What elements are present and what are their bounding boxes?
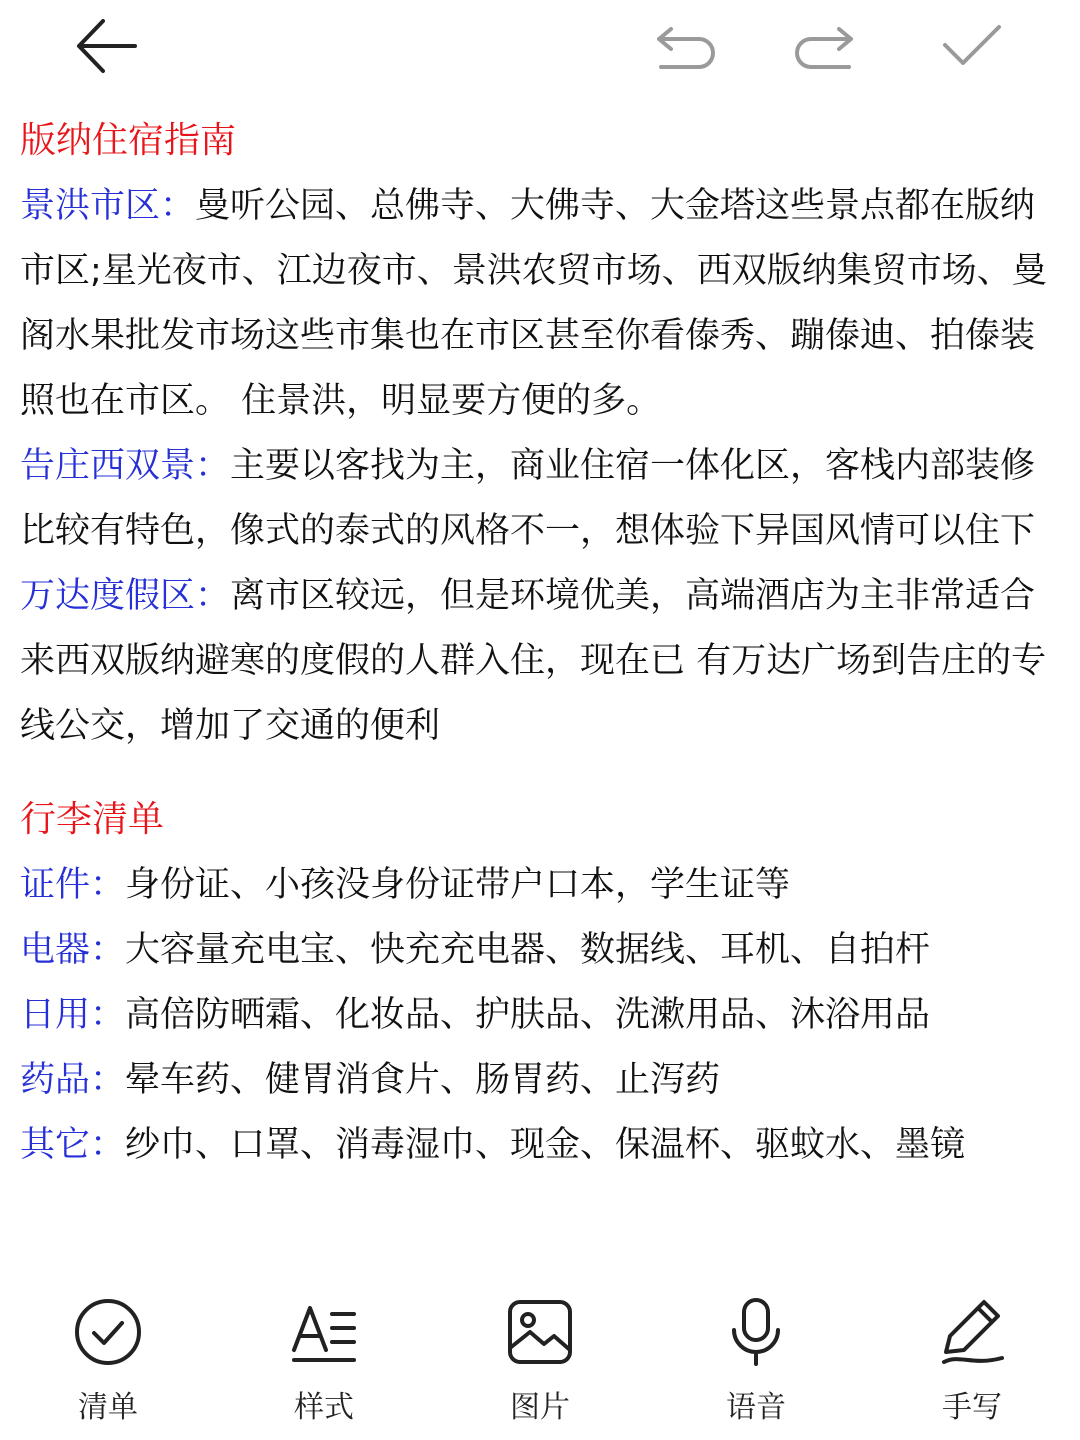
entry-gaozhuang [20, 434, 1050, 564]
entry-text: 离市区较远，但是环境优美，高端酒店为主非常适合来西双版纳避寒的度假的人群入住，现在已 有万达广场到告庄的专线公交，增加了交通的便利 [20, 576, 1047, 746]
entry-daily-use [20, 983, 1050, 1048]
entry-label: 日用： [20, 995, 126, 1035]
microphone-icon [720, 1296, 792, 1368]
entry-label: 电器： [20, 930, 126, 970]
tool-label: 语音 [726, 1390, 786, 1425]
entry-label: 其它： [20, 1125, 126, 1165]
entry-text: 主要以客找为主，商业住宿一体化区，客栈内部装修比较有特色，像式的泰式的风格不一，想体验下异国风情可以住下 [20, 446, 1036, 551]
tool-label: 手写 [942, 1390, 1002, 1425]
handwriting-button[interactable] [902, 1296, 1042, 1426]
image-icon [504, 1296, 576, 1368]
section-packing-list [20, 787, 1050, 1178]
undo-icon [649, 21, 719, 71]
checklist-button[interactable] [38, 1296, 178, 1426]
redo-icon [791, 21, 861, 71]
entry-label: 药品： [20, 1060, 126, 1100]
entry-text: 身份证、小孩没身份证带户口本，学生证等 [125, 865, 791, 905]
entry-documents [20, 853, 1050, 918]
entry-text: 曼听公园、总佛寺、大佛寺、大金塔这些景点都在版纳市区;星光夜市、江边夜市、景洪农贸市场、西双版纳集贸市场、曼阁水果批发市场这些市集也在市区甚至你看傣秀、蹦傣迪、拍傣装照也在市区。 住景洪，明显要方便的多。 [20, 186, 1047, 421]
undo-button[interactable] [648, 10, 720, 82]
entry-others [20, 1113, 1050, 1178]
entry-label: 告庄西双景： [20, 446, 231, 486]
entry-jinghong [20, 174, 1050, 434]
entry-label: 万达度假区： [20, 576, 231, 616]
pen-icon [936, 1296, 1008, 1368]
text-style-icon [288, 1296, 360, 1368]
entry-text: 大容量充电宝、快充充电器、数据线、耳机、自拍杆 [125, 930, 931, 970]
tool-label: 图片 [510, 1390, 570, 1425]
arrow-left-icon [73, 13, 139, 79]
voice-button[interactable] [686, 1296, 826, 1426]
checklist-circle-icon [72, 1296, 144, 1368]
entry-label: 证件： [20, 865, 126, 905]
confirm-button[interactable] [936, 10, 1008, 82]
entry-text: 晕车药、健胃消食片、肠胃药、止泻药 [125, 1060, 721, 1100]
entry-label: 景洪市区： [20, 186, 196, 226]
image-button[interactable] [470, 1296, 610, 1426]
redo-button[interactable] [790, 10, 862, 82]
tool-label: 样式 [294, 1390, 354, 1425]
tool-label: 清单 [78, 1390, 138, 1425]
bottom-toolbar [0, 1290, 1080, 1440]
entry-text: 高倍防晒霜、化妆品、护肤品、洗漱用品、沐浴用品 [125, 995, 931, 1035]
top-toolbar [0, 0, 1080, 96]
entry-electronics [20, 918, 1050, 983]
entry-medicine [20, 1048, 1050, 1113]
section-title: 版纳住宿指南 [20, 120, 237, 161]
section-accommodation [20, 108, 1050, 759]
entry-text: 纱巾、口罩、消毒湿巾、现金、保温杯、驱蚊水、墨镜 [125, 1125, 966, 1165]
section-spacer [20, 759, 1050, 787]
style-button[interactable] [254, 1296, 394, 1426]
section-title: 行李清单 [20, 799, 165, 840]
entry-wanda [20, 564, 1050, 759]
checkmark-icon [939, 21, 1005, 71]
back-button[interactable] [70, 10, 142, 82]
note-content[interactable] [20, 108, 1050, 1178]
